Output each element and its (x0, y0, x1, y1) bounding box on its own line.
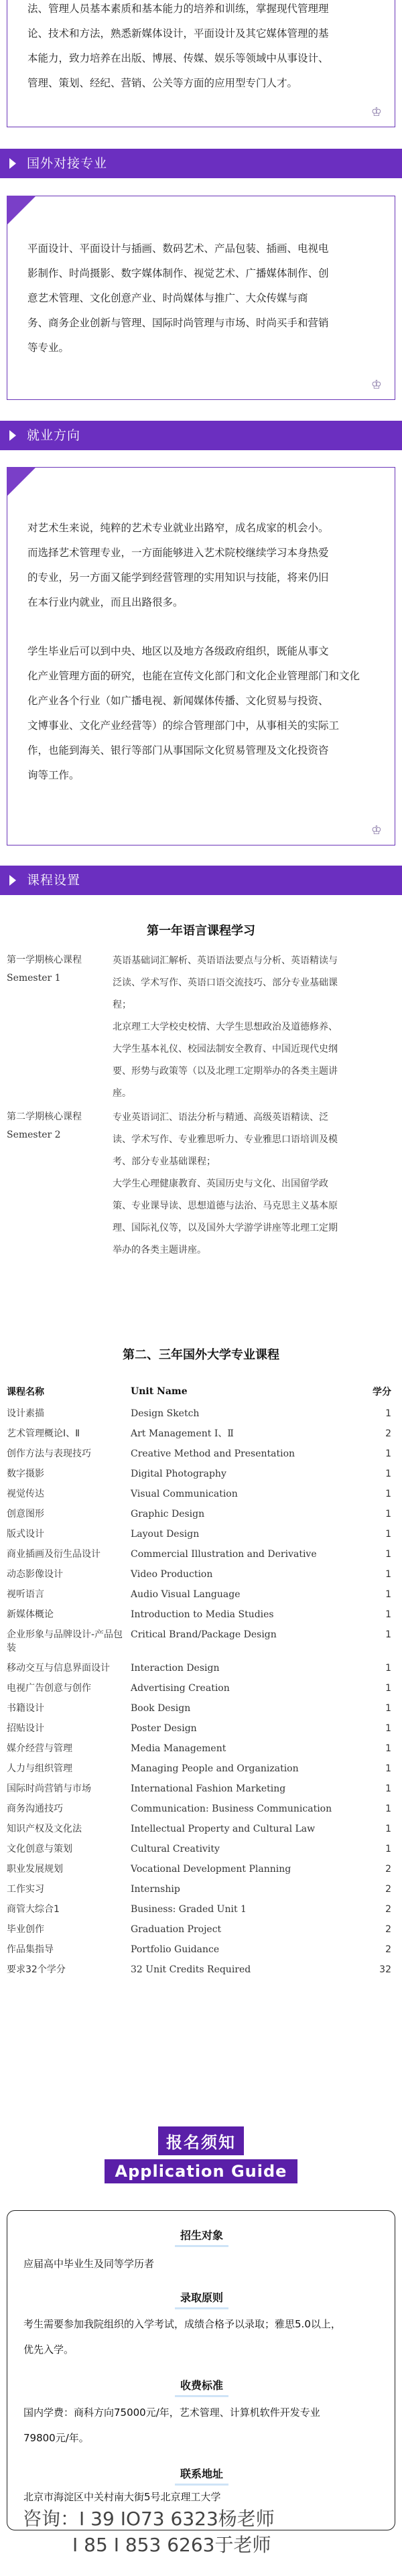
course-name-en: Video Production (131, 1569, 213, 1580)
course-name-en: Introduction to Media Studies (131, 1609, 274, 1620)
term1-block (7, 950, 395, 1104)
heading-text: 收费标准 (175, 2377, 228, 2397)
term-text-line: 泛读、学术写作、英语口语交流技巧、部分专业基础课 (113, 977, 338, 988)
career-line: 而选择艺术管理专业，一方面能够进入艺术院校继续学习本身热爱 (27, 547, 329, 559)
intro-box (7, 0, 395, 127)
course-credit: 1 (385, 1589, 391, 1600)
term2-block (7, 1107, 395, 1261)
course-name-cn: 要求32个学分 (7, 1964, 66, 1975)
course-name-cn: 版式设计 (7, 1529, 44, 1540)
table-row (7, 1484, 395, 1504)
section-title: 课程设置 (27, 873, 81, 888)
term-label (7, 950, 107, 986)
course-credit: 1 (385, 1408, 391, 1419)
course-name-cn: 职业发展规划 (7, 1864, 63, 1875)
course-name-en: Advertising Creation (131, 1683, 230, 1694)
admission-line: 考生需要参加我院组织的入学考试，成绩合格予以录取；雅思5.0以上， (23, 2318, 341, 2330)
header-credit: 学分 (373, 1387, 391, 1398)
intro-line: 法、管理人员基本素质和基本能力的培养和训练，掌握现代管理理 (27, 3, 329, 15)
course-name-en: Vocational Development Planning (131, 1864, 291, 1875)
table-row (7, 1444, 395, 1464)
header-en: Unit Name (131, 1386, 188, 1397)
course-name-en: 32 Unit Credits Required (131, 1964, 251, 1975)
term-text-line: 座。 (113, 1088, 131, 1099)
career-line: 化产业各个行业（如广播电视、新闻媒体传播、文化贸易与投资、 (27, 695, 329, 707)
triangle-marker-icon (9, 430, 16, 441)
term-text (113, 1107, 394, 1262)
stamp-icon: ♔ (371, 105, 383, 119)
term-text-line: 英语基础词汇解析、英语语法要点与分析、英语精读与 (113, 955, 338, 966)
course-name-en: Managing People and Organization (131, 1763, 299, 1774)
heading-text: 联系地址 (175, 2465, 228, 2486)
course-name-en: Intellectual Property and Cultural Law (131, 1824, 316, 1834)
table-row (7, 1879, 395, 1899)
table-row (7, 1960, 395, 1980)
course-name-cn: 数字摄影 (7, 1469, 44, 1479)
table-row (7, 1404, 395, 1424)
course-name-en: Visual Communication (131, 1489, 238, 1499)
course-credit: 1 (385, 1683, 391, 1694)
course-name-en: Media Management (131, 1743, 226, 1754)
admission-text (23, 2311, 385, 2362)
heading-text: 录取原则 (175, 2289, 228, 2309)
fee-line: 国内学费：商科方向75000元/年，艺术管理、计算机软件开发专业 (23, 2406, 320, 2419)
course-name-en: Critical Brand/Package Design (131, 1629, 277, 1640)
course-credit: 2 (385, 1924, 391, 1935)
course-name-cn: 电视广告创意与创作 (7, 1683, 91, 1694)
course-name-cn: 艺术管理概论Ⅰ、Ⅱ (7, 1428, 80, 1439)
term-cn: 第二学期核心课程 (7, 1111, 82, 1122)
table-row (7, 1839, 395, 1859)
course-name-cn: 知识产权及文化法 (7, 1824, 82, 1834)
term-text-line: 北京理工大学校史校情、大学生思想政治及道德修养、 (113, 1022, 338, 1032)
course-name-cn: 书籍设计 (7, 1703, 44, 1714)
triangle-marker-icon (9, 875, 16, 886)
course-credit: 1 (385, 1529, 391, 1540)
admission-line: 优先入学。 (23, 2344, 74, 2356)
course-name-cn: 创意图形 (7, 1509, 44, 1519)
table-row (7, 1584, 395, 1605)
course-name-en: International Fashion Marketing (131, 1783, 286, 1794)
term-en: Semester 1 (7, 973, 61, 984)
course-credit: 1 (385, 1448, 391, 1459)
foreign-line: 务、商务企业创新与管理、国际时尚管理与市场、时尚买手和营销 (27, 317, 329, 329)
year23-title: 第二、三年国外大学专业课程 (123, 1348, 279, 1362)
course-name-cn: 视听语言 (7, 1589, 44, 1600)
guide-title-cn: 报名须知 (158, 2126, 244, 2155)
table-row (7, 1698, 395, 1718)
course-credit: 1 (385, 1489, 391, 1499)
course-credit: 1 (385, 1844, 391, 1854)
course-credit: 1 (385, 1569, 391, 1580)
course-table-body (7, 1404, 395, 1980)
table-row (7, 1625, 395, 1658)
foreign-line: 等专业。 (27, 342, 70, 354)
course-credit: 2 (385, 1884, 391, 1895)
fee-text (23, 2400, 385, 2451)
course-credit: 1 (385, 1609, 391, 1620)
foreign-box (7, 196, 395, 400)
course-name-cn: 作品集指导 (7, 1944, 54, 1955)
term-text-line: 理、国际礼仪等，以及国外大学游学讲座等北理工定期 (113, 1223, 338, 1233)
triangle-marker-icon (9, 158, 16, 169)
admission-heading (7, 2289, 396, 2309)
course-credit: 1 (385, 1549, 391, 1560)
term-label (7, 1107, 107, 1143)
stamp-icon: ♔ (371, 378, 383, 392)
table-row (7, 1799, 395, 1819)
target-text: 应届高中毕业生及同等学历者 (23, 2258, 155, 2270)
section-title: 国外对接专业 (27, 156, 108, 171)
table-row (7, 1739, 395, 1759)
consult-phone-1: 咨询：I 39 IO73 6323杨老师 (23, 2508, 275, 2530)
course-name-cn: 动态影像设计 (7, 1569, 63, 1580)
term-text (113, 950, 394, 1105)
course-name-cn: 人力与组织管理 (7, 1763, 72, 1774)
table-row (7, 1658, 395, 1678)
table-row (7, 1759, 395, 1779)
course-name-cn: 商管大综合1 (7, 1904, 60, 1915)
course-credit: 1 (385, 1783, 391, 1794)
header-cn: 课程名称 (7, 1387, 44, 1398)
course-name-en: Design Sketch (131, 1408, 200, 1419)
term-text-line: 程； (113, 1000, 131, 1010)
career-line: 对艺术生来说，纯粹的艺术专业就业出路窄，成名成家的机会小。 (27, 522, 329, 534)
table-row (7, 1940, 395, 1960)
table-row (7, 1899, 395, 1919)
corner-decoration (7, 467, 36, 496)
target-heading (7, 2227, 396, 2247)
year1-title: 第一年语言课程学习 (147, 924, 255, 938)
course-credit: 1 (385, 1509, 391, 1519)
term-text-line: 大学生基本礼仪、校园法制安全教育、中国近现代史纲 (113, 1044, 338, 1055)
course-name-cn: 文化创意与策划 (7, 1844, 72, 1854)
term-text-line: 大学生心理健康教育、英国历史与文化、出国留学政 (113, 1178, 328, 1189)
career-line: 的专业，另一方面又能学到经营管理的实用知识与技能，将来仍旧 (27, 571, 329, 584)
term-en: Semester 2 (7, 1130, 61, 1140)
career-line: 化产业管理方面的研究，也能在宣传文化部门和文化企业管理部门和文化 (27, 670, 360, 682)
course-name-cn: 国际时尚营销与市场 (7, 1783, 91, 1794)
course-credit: 32 (379, 1964, 391, 1975)
intro-line: 论、技术和方法，熟悉新媒体设计，平面设计及其它媒体管理的基 (27, 27, 329, 40)
course-name-cn: 设计素描 (7, 1408, 44, 1419)
course-name-en: Digital Photography (131, 1469, 226, 1479)
course-name-en: Audio Visual Language (131, 1589, 241, 1600)
table-row (7, 1564, 395, 1584)
course-credit: 1 (385, 1469, 391, 1479)
table-row (7, 1819, 395, 1839)
term-text-line: 举办的各类主题讲座。 (113, 1245, 206, 1256)
course-name-cn: 移动交互与信息界面设计 (7, 1663, 110, 1674)
course-name-cn: 商业插画及衍生品设计 (7, 1549, 100, 1560)
course-name-cn: 新媒体概论 (7, 1609, 54, 1620)
course-credit: 1 (385, 1663, 391, 1674)
table-row (7, 1779, 395, 1799)
course-credit: 2 (385, 1864, 391, 1875)
course-name-cn: 媒介经营与管理 (7, 1743, 72, 1754)
address-text: 北京市海淀区中关村南大街5号北京理工大学 (23, 2491, 221, 2503)
foreign-line: 影制作、时尚摄影、数字媒体制作、视觉艺术、广播媒体制作、创 (27, 267, 329, 279)
table-row (7, 1919, 395, 1940)
term-text-line: 策、专业课导读、思想道德与法治、马克思主义基本原 (113, 1201, 338, 1211)
table-row (7, 1424, 395, 1444)
course-name-en: Poster Design (131, 1723, 197, 1734)
course-credit: 1 (385, 1629, 391, 1640)
section-title: 就业方向 (27, 428, 81, 443)
guide-title (0, 2126, 402, 2183)
course-credit: 2 (385, 1944, 391, 1955)
stamp-icon: ♔ (371, 823, 383, 837)
table-row (7, 1524, 395, 1544)
course-name-en: Communication: Business Communication (131, 1804, 332, 1814)
term-cn: 第一学期核心课程 (7, 955, 82, 965)
course-name-en: Graphic Design (131, 1509, 205, 1519)
section-header-career (0, 421, 402, 450)
table-row (7, 1678, 395, 1698)
course-name-en: Art Management Ⅰ、Ⅱ (131, 1428, 234, 1439)
course-name-en: Layout Design (131, 1529, 200, 1540)
course-name-cn: 毕业创作 (7, 1924, 44, 1935)
course-name-cn: 创作方法与表现技巧 (7, 1448, 91, 1459)
course-credit: 2 (385, 1904, 391, 1915)
course-name-en: Book Design (131, 1703, 191, 1714)
term-text-line: 读、学术写作、专业雅思听力、专业雅思口语培训及模 (113, 1134, 338, 1145)
guide-title-en: Application Guide (105, 2159, 298, 2183)
career-box (7, 467, 395, 845)
career-line: 文博事业、文化产业经营等）的综合管理部门中，从事相关的实际工 (27, 720, 340, 732)
term-text-line: 专业英语词汇、语法分析与精通、高级英语精读、泛 (113, 1112, 328, 1123)
course-credit: 2 (385, 1428, 391, 1439)
course-name-en: Commercial Illustration and Derivative (131, 1549, 317, 1560)
consult-phone-2: I 85 I 853 6263于老师 (72, 2534, 271, 2556)
career-line: 学生毕业后可以到中央、地区以及地方各级政府组织，既能从事文 (27, 645, 329, 657)
course-name-en: Internship (131, 1884, 180, 1895)
heading-text: 招生对象 (175, 2227, 228, 2247)
foreign-line: 平面设计、平面设计与插画、数码艺术、产品包装、插画、电视电 (27, 243, 329, 255)
foreign-line: 意艺术管理、文化创意产业、时尚媒体与推广、大众传媒与商 (27, 292, 308, 304)
fee-line: 79800元/年。 (23, 2432, 89, 2444)
course-name-en: Cultural Creativity (131, 1844, 220, 1854)
fee-heading (7, 2377, 396, 2397)
course-credit: 1 (385, 1743, 391, 1754)
course-credit: 1 (385, 1763, 391, 1774)
course-name-cn: 商务沟通技巧 (7, 1804, 63, 1814)
term-text-line: 考、部分专业基础课程； (113, 1156, 216, 1167)
course-name-cn: 工作实习 (7, 1884, 44, 1895)
course-name-cn: 视觉传达 (7, 1489, 44, 1499)
corner-decoration (7, 196, 36, 225)
intro-line: 管理、策划、经纪、营销、公关等方面的应用型专门人才。 (27, 77, 298, 89)
term-text-line: 要、形势与政策等（以及北理工定期举办的各类主题讲 (113, 1066, 338, 1077)
table-header-row (7, 1379, 395, 1404)
course-name-en: Portfolio Guidance (131, 1944, 220, 1955)
table-row (7, 1718, 395, 1739)
table-row (7, 1464, 395, 1484)
course-credit: 1 (385, 1804, 391, 1814)
course-name-en: Graduation Project (131, 1924, 222, 1935)
career-line: 在本行业内就业，而且出路很多。 (27, 596, 184, 608)
section-header-foreign (0, 149, 402, 178)
table-row (7, 1605, 395, 1625)
guide-box (7, 2210, 395, 2530)
course-name-en: Creative Method and Presentation (131, 1448, 295, 1459)
intro-line: 本能力，致力培养在出版、博展、传媒、娱乐等领域中从事设计、 (27, 52, 329, 64)
course-name-en: Business: Graded Unit 1 (131, 1904, 247, 1915)
course-credit: 1 (385, 1824, 391, 1834)
career-line: 作，也能到海关、银行等部门从事国际文化贸易管理及文化投资咨 (27, 744, 329, 756)
course-credit: 1 (385, 1703, 391, 1714)
course-credit: 1 (385, 1723, 391, 1734)
section-header-courses (0, 866, 402, 895)
table-row (7, 1859, 395, 1879)
contact-heading (7, 2465, 396, 2486)
course-name-cn: 招贴设计 (7, 1723, 44, 1734)
table-row (7, 1544, 395, 1564)
course-table (7, 1379, 395, 1980)
table-row (7, 1504, 395, 1524)
course-name-cn: 企业形象与品牌设计-产品包装 (7, 1629, 123, 1653)
career-line: 询等工作。 (27, 769, 80, 781)
course-name-en: Interaction Design (131, 1663, 220, 1674)
